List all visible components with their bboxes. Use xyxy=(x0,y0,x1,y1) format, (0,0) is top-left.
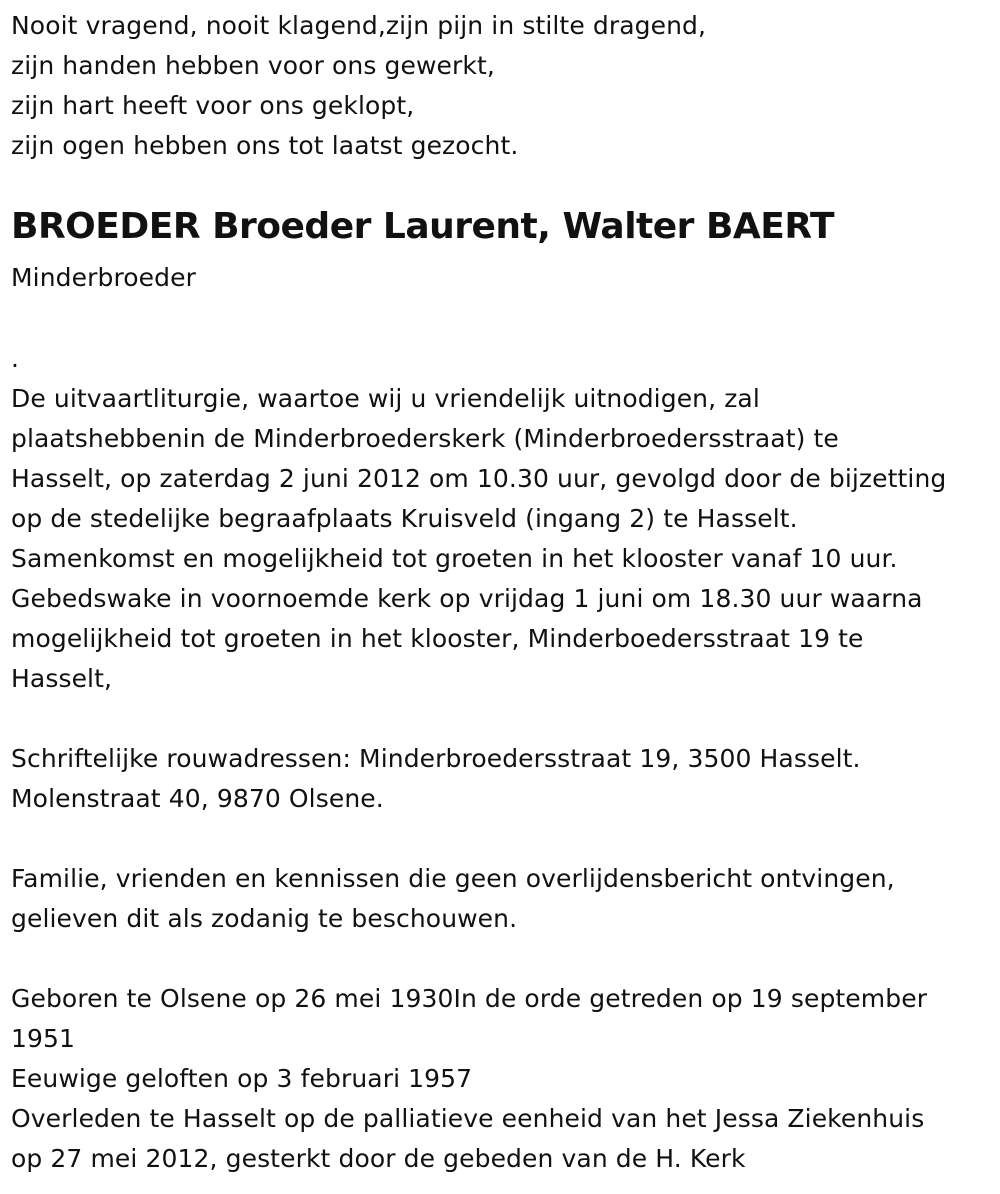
poem-block xyxy=(11,6,1000,166)
biography-line: Eeuwige geloften op 3 februari 1957 xyxy=(11,1064,473,1093)
notice-block xyxy=(11,859,1000,939)
paragraph-spacer xyxy=(11,939,1000,979)
liturgy-line: De uitvaartliturgie, waartoe wij u vriendelijk uitnodigen, zal xyxy=(11,384,760,413)
obituary-document xyxy=(0,6,1000,1194)
address-line: Molenstraat 40, 9870 Olsene. xyxy=(11,784,384,813)
deceased-title: Minderbroeder xyxy=(11,263,196,292)
biography-line: 1951 xyxy=(11,1024,76,1053)
liturgy-line: mogelijkheid tot groeten in het klooster, Minderboedersstraat 19 te xyxy=(11,624,864,653)
liturgy-line: Gebedswake in voornoemde kerk op vrijdag 1 juni om 18.30 uur waarna xyxy=(11,584,923,613)
separator-dot: . xyxy=(11,344,20,373)
liturgy-line: Hasselt, xyxy=(11,664,113,693)
poem-line: zijn handen hebben voor ons gewerkt, xyxy=(11,51,495,80)
poem-line: Nooit vragend, nooit klagend,zijn pijn in stilte dragend, xyxy=(11,11,707,40)
addresses-block xyxy=(11,739,1000,819)
notice-line: Familie, vrienden en kennissen die geen overlijdensbericht ontvingen, xyxy=(11,864,895,893)
biography-line: op 27 mei 2012, gesterkt door de gebeden van de H. Kerk xyxy=(11,1144,746,1173)
liturgy-line: op de stedelijke begraafplaats Kruisveld (ingang 2) te Hasselt. xyxy=(11,504,798,533)
poem-line: zijn hart heeft voor ons geklopt, xyxy=(11,91,415,120)
paragraph-spacer xyxy=(11,819,1000,859)
paragraph-spacer xyxy=(11,699,1000,739)
biography-block xyxy=(11,979,1000,1179)
poem-line: zijn ogen hebben ons tot laatst gezocht. xyxy=(11,131,519,160)
liturgy-line: Samenkomst en mogelijkheid tot groeten in het klooster vanaf 10 uur. xyxy=(11,544,898,573)
liturgy-line: Hasselt, op zaterdag 2 juni 2012 om 10.30 uur, gevolgd door de bijzetting xyxy=(11,464,947,493)
liturgy-line: plaatshebbenin de Minderbroederskerk (Minderbroedersstraat) te xyxy=(11,424,839,453)
notice-line: gelieven dit als zodanig te beschouwen. xyxy=(11,904,518,933)
liturgy-block xyxy=(11,379,1000,699)
address-line: Schriftelijke rouwadressen: Minderbroedersstraat 19, 3500 Hasselt. xyxy=(11,744,861,773)
deceased-name: BROEDER Broeder Laurent, Walter BAERT xyxy=(11,206,834,247)
biography-line: Overleden te Hasselt op de palliatieve eenheid van het Jessa Ziekenhuis xyxy=(11,1104,925,1133)
biography-line: Geboren te Olsene op 26 mei 1930In de orde getreden op 19 september xyxy=(11,984,928,1013)
